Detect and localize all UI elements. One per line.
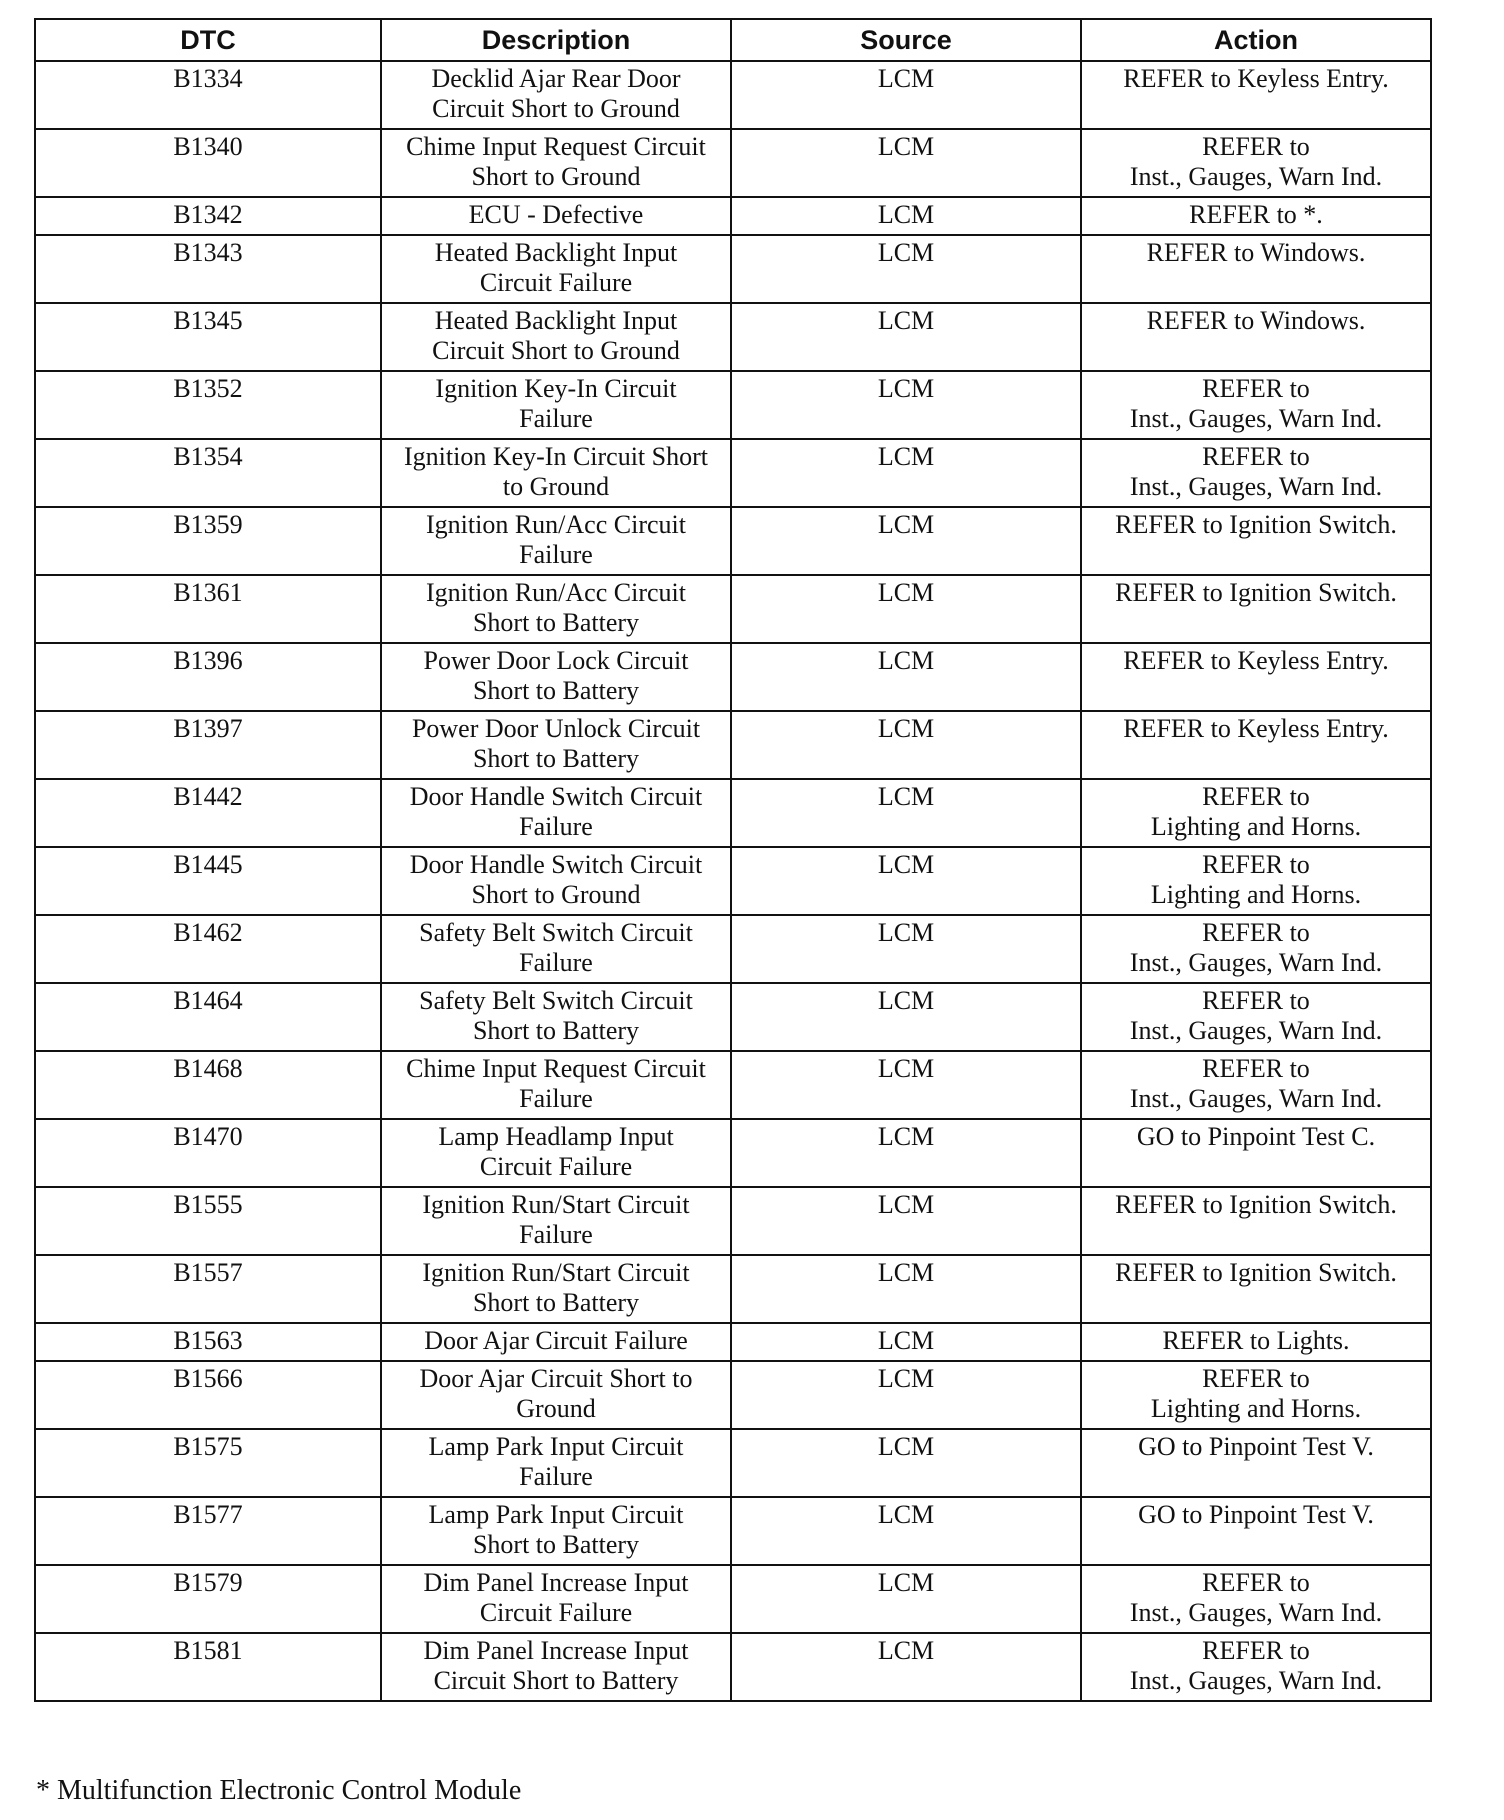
header-action: Action bbox=[1081, 19, 1431, 61]
source-cell: LCM bbox=[731, 643, 1081, 711]
dtc-code: B1566 bbox=[35, 1361, 381, 1429]
action-cell bbox=[1081, 61, 1431, 129]
description-cell bbox=[381, 575, 731, 643]
action-cell bbox=[1081, 1051, 1431, 1119]
action-line: REFER to bbox=[1202, 1364, 1310, 1393]
table-row bbox=[35, 575, 1431, 643]
action-line: REFER to bbox=[1202, 132, 1310, 161]
table-row bbox=[35, 711, 1431, 779]
description-line: Power Door Lock Circuit bbox=[423, 646, 689, 675]
dtc-code: B1555 bbox=[35, 1187, 381, 1255]
description-line: Failure bbox=[519, 812, 593, 841]
description-cell bbox=[381, 643, 731, 711]
description-line: Heated Backlight Input bbox=[434, 238, 678, 267]
description-line: Circuit Short to Ground bbox=[432, 94, 680, 123]
dtc-code: B1397 bbox=[35, 711, 381, 779]
action-line: Inst., Gauges, Warn Ind. bbox=[1129, 1598, 1383, 1627]
table-row bbox=[35, 1429, 1431, 1497]
dtc-code: B1345 bbox=[35, 303, 381, 371]
source-cell: LCM bbox=[731, 439, 1081, 507]
description-line: Ignition Run/Acc Circuit bbox=[426, 578, 686, 607]
action-cell bbox=[1081, 983, 1431, 1051]
action-cell bbox=[1081, 197, 1431, 235]
description-line: ECU - Defective bbox=[468, 200, 644, 229]
table-row bbox=[35, 1497, 1431, 1565]
source-cell: LCM bbox=[731, 1633, 1081, 1701]
source-cell: LCM bbox=[731, 1187, 1081, 1255]
action-cell bbox=[1081, 711, 1431, 779]
description-cell bbox=[381, 779, 731, 847]
action-line: REFER to bbox=[1202, 1568, 1310, 1597]
action-line: GO to Pinpoint Test V. bbox=[1138, 1432, 1374, 1461]
action-cell bbox=[1081, 643, 1431, 711]
dtc-code: B1468 bbox=[35, 1051, 381, 1119]
dtc-code: B1340 bbox=[35, 129, 381, 197]
description-cell bbox=[381, 1429, 731, 1497]
description-line: Lamp Headlamp Input bbox=[438, 1122, 674, 1151]
table-row bbox=[35, 847, 1431, 915]
source-cell: LCM bbox=[731, 915, 1081, 983]
action-line: REFER to Windows. bbox=[1146, 238, 1366, 267]
dtc-code: B1577 bbox=[35, 1497, 381, 1565]
action-line: REFER to Ignition Switch. bbox=[1115, 1258, 1397, 1287]
description-line: Short to Ground bbox=[471, 162, 641, 191]
table-row bbox=[35, 643, 1431, 711]
description-line: Failure bbox=[519, 1462, 593, 1491]
table-row bbox=[35, 983, 1431, 1051]
source-cell: LCM bbox=[731, 575, 1081, 643]
description-cell bbox=[381, 371, 731, 439]
source-cell: LCM bbox=[731, 1565, 1081, 1633]
description-line: Failure bbox=[519, 1220, 593, 1249]
action-cell bbox=[1081, 847, 1431, 915]
description-line: Dim Panel Increase Input bbox=[423, 1636, 689, 1665]
action-line: REFER to Keyless Entry. bbox=[1123, 64, 1389, 93]
source-cell: LCM bbox=[731, 1323, 1081, 1361]
action-cell bbox=[1081, 303, 1431, 371]
action-line: REFER to bbox=[1202, 1054, 1310, 1083]
description-line: Circuit Failure bbox=[479, 1598, 633, 1627]
action-cell bbox=[1081, 1565, 1431, 1633]
description-line: Short to Battery bbox=[472, 1016, 640, 1045]
description-line: Ignition Key-In Circuit bbox=[435, 374, 677, 403]
action-line: REFER to bbox=[1202, 918, 1310, 947]
description-line: Failure bbox=[519, 1084, 593, 1113]
action-cell bbox=[1081, 371, 1431, 439]
description-cell bbox=[381, 1051, 731, 1119]
table-row bbox=[35, 1255, 1431, 1323]
description-line: Ignition Run/Start Circuit bbox=[422, 1190, 690, 1219]
description-line: Safety Belt Switch Circuit bbox=[419, 986, 693, 1015]
source-cell: LCM bbox=[731, 1119, 1081, 1187]
action-line: REFER to bbox=[1202, 1636, 1310, 1665]
description-cell bbox=[381, 1255, 731, 1323]
table-row bbox=[35, 371, 1431, 439]
action-cell bbox=[1081, 1119, 1431, 1187]
source-cell: LCM bbox=[731, 303, 1081, 371]
action-line: Lighting and Horns. bbox=[1150, 880, 1362, 909]
description-line: Door Ajar Circuit Short to bbox=[419, 1364, 693, 1393]
action-line: REFER to bbox=[1202, 374, 1310, 403]
action-line: Inst., Gauges, Warn Ind. bbox=[1129, 472, 1383, 501]
description-cell bbox=[381, 129, 731, 197]
table-row bbox=[35, 303, 1431, 371]
dtc-code: B1464 bbox=[35, 983, 381, 1051]
table-row bbox=[35, 1361, 1431, 1429]
action-cell bbox=[1081, 1429, 1431, 1497]
description-line: Chime Input Request Circuit bbox=[406, 1054, 706, 1083]
description-cell bbox=[381, 1633, 731, 1701]
source-cell: LCM bbox=[731, 61, 1081, 129]
description-line: Circuit Failure bbox=[479, 268, 633, 297]
table-row bbox=[35, 1323, 1431, 1361]
description-cell bbox=[381, 1497, 731, 1565]
dtc-code: B1361 bbox=[35, 575, 381, 643]
description-line: Ignition Run/Start Circuit bbox=[422, 1258, 690, 1287]
table-row bbox=[35, 129, 1431, 197]
action-cell bbox=[1081, 779, 1431, 847]
action-cell bbox=[1081, 915, 1431, 983]
description-line: Ignition Key-In Circuit Short bbox=[403, 442, 708, 471]
source-cell: LCM bbox=[731, 779, 1081, 847]
description-line: Short to Battery bbox=[472, 1530, 640, 1559]
description-line: Failure bbox=[519, 540, 593, 569]
table-row bbox=[35, 779, 1431, 847]
header-dtc: DTC bbox=[35, 19, 381, 61]
action-line: REFER to *. bbox=[1189, 200, 1323, 229]
description-cell bbox=[381, 1323, 731, 1361]
action-line: REFER to Lights. bbox=[1162, 1326, 1350, 1355]
action-line: REFER to bbox=[1202, 986, 1310, 1015]
action-line: REFER to bbox=[1202, 782, 1310, 811]
description-line: Short to Ground bbox=[471, 880, 641, 909]
source-cell: LCM bbox=[731, 197, 1081, 235]
header-row bbox=[35, 19, 1431, 61]
action-line: GO to Pinpoint Test V. bbox=[1138, 1500, 1374, 1529]
description-line: Chime Input Request Circuit bbox=[406, 132, 706, 161]
dtc-code: B1462 bbox=[35, 915, 381, 983]
table-row bbox=[35, 1565, 1431, 1633]
source-cell: LCM bbox=[731, 235, 1081, 303]
action-cell bbox=[1081, 129, 1431, 197]
description-cell bbox=[381, 847, 731, 915]
description-line: Ground bbox=[516, 1394, 596, 1423]
dtc-table bbox=[34, 18, 1432, 1702]
dtc-code: B1396 bbox=[35, 643, 381, 711]
action-line: Inst., Gauges, Warn Ind. bbox=[1129, 948, 1383, 977]
table-row bbox=[35, 1119, 1431, 1187]
source-cell: LCM bbox=[731, 371, 1081, 439]
description-cell bbox=[381, 711, 731, 779]
action-cell bbox=[1081, 575, 1431, 643]
description-line: Safety Belt Switch Circuit bbox=[419, 918, 693, 947]
description-line: Power Door Unlock Circuit bbox=[411, 714, 701, 743]
description-line: Short to Battery bbox=[472, 676, 640, 705]
header-source: Source bbox=[731, 19, 1081, 61]
action-line: REFER to bbox=[1202, 850, 1310, 879]
dtc-code: B1445 bbox=[35, 847, 381, 915]
action-cell bbox=[1081, 1323, 1431, 1361]
source-cell: LCM bbox=[731, 847, 1081, 915]
action-line: Inst., Gauges, Warn Ind. bbox=[1129, 404, 1383, 433]
action-cell bbox=[1081, 1497, 1431, 1565]
source-cell: LCM bbox=[731, 1255, 1081, 1323]
dtc-code: B1442 bbox=[35, 779, 381, 847]
description-cell bbox=[381, 507, 731, 575]
source-cell: LCM bbox=[731, 129, 1081, 197]
description-cell bbox=[381, 1361, 731, 1429]
action-line: REFER to Ignition Switch. bbox=[1115, 1190, 1397, 1219]
description-cell bbox=[381, 197, 731, 235]
table-row bbox=[35, 1051, 1431, 1119]
source-cell: LCM bbox=[731, 983, 1081, 1051]
description-line: Door Handle Switch Circuit bbox=[409, 782, 703, 811]
dtc-code: B1470 bbox=[35, 1119, 381, 1187]
description-line: Short to Battery bbox=[472, 744, 640, 773]
action-line: Lighting and Horns. bbox=[1150, 1394, 1362, 1423]
description-line: Dim Panel Increase Input bbox=[423, 1568, 689, 1597]
description-line: Heated Backlight Input bbox=[434, 306, 678, 335]
footnote: * Multifunction Electronic Control Module bbox=[36, 1775, 522, 1806]
description-line: to Ground bbox=[502, 472, 610, 501]
action-cell bbox=[1081, 1255, 1431, 1323]
action-line: REFER to Keyless Entry. bbox=[1123, 646, 1389, 675]
description-line: Circuit Short to Battery bbox=[433, 1666, 679, 1695]
action-line: REFER to Windows. bbox=[1146, 306, 1366, 335]
source-cell: LCM bbox=[731, 711, 1081, 779]
action-line: REFER to Keyless Entry. bbox=[1123, 714, 1389, 743]
description-cell bbox=[381, 303, 731, 371]
source-cell: LCM bbox=[731, 1429, 1081, 1497]
description-cell bbox=[381, 1187, 731, 1255]
action-cell bbox=[1081, 507, 1431, 575]
action-line: REFER to Ignition Switch. bbox=[1115, 510, 1397, 539]
description-line: Door Handle Switch Circuit bbox=[409, 850, 703, 879]
action-line: Inst., Gauges, Warn Ind. bbox=[1129, 1666, 1383, 1695]
source-cell: LCM bbox=[731, 1051, 1081, 1119]
dtc-code: B1575 bbox=[35, 1429, 381, 1497]
dtc-code: B1359 bbox=[35, 507, 381, 575]
dtc-code: B1342 bbox=[35, 197, 381, 235]
table-body bbox=[35, 61, 1431, 1701]
dtc-code: B1334 bbox=[35, 61, 381, 129]
action-cell bbox=[1081, 439, 1431, 507]
action-cell bbox=[1081, 235, 1431, 303]
description-line: Failure bbox=[519, 948, 593, 977]
table-row bbox=[35, 915, 1431, 983]
description-line: Decklid Ajar Rear Door bbox=[431, 64, 681, 93]
source-cell: LCM bbox=[731, 1361, 1081, 1429]
dtc-code: B1343 bbox=[35, 235, 381, 303]
table-row bbox=[35, 1633, 1431, 1701]
action-line: REFER to Ignition Switch. bbox=[1115, 578, 1397, 607]
action-line: Inst., Gauges, Warn Ind. bbox=[1129, 1016, 1383, 1045]
action-cell bbox=[1081, 1187, 1431, 1255]
table-row bbox=[35, 235, 1431, 303]
description-cell bbox=[381, 915, 731, 983]
action-cell bbox=[1081, 1633, 1431, 1701]
description-line: Ignition Run/Acc Circuit bbox=[426, 510, 686, 539]
action-line: Lighting and Horns. bbox=[1150, 812, 1362, 841]
table-row bbox=[35, 1187, 1431, 1255]
dtc-code: B1352 bbox=[35, 371, 381, 439]
description-line: Door Ajar Circuit Failure bbox=[424, 1326, 688, 1355]
description-line: Short to Battery bbox=[472, 608, 640, 637]
dtc-code: B1354 bbox=[35, 439, 381, 507]
description-cell bbox=[381, 1119, 731, 1187]
action-line: GO to Pinpoint Test C. bbox=[1136, 1122, 1376, 1151]
dtc-code: B1557 bbox=[35, 1255, 381, 1323]
description-cell bbox=[381, 61, 731, 129]
dtc-code: B1563 bbox=[35, 1323, 381, 1361]
dtc-code: B1581 bbox=[35, 1633, 381, 1701]
description-cell bbox=[381, 1565, 731, 1633]
table-row bbox=[35, 439, 1431, 507]
description-cell bbox=[381, 983, 731, 1051]
table-row bbox=[35, 197, 1431, 235]
description-line: Lamp Park Input Circuit bbox=[428, 1432, 684, 1461]
dtc-code: B1579 bbox=[35, 1565, 381, 1633]
table-row bbox=[35, 61, 1431, 129]
action-cell bbox=[1081, 1361, 1431, 1429]
header-description: Description bbox=[381, 19, 731, 61]
source-cell: LCM bbox=[731, 1497, 1081, 1565]
description-cell bbox=[381, 235, 731, 303]
description-line: Circuit Short to Ground bbox=[432, 336, 680, 365]
description-line: Lamp Park Input Circuit bbox=[428, 1500, 684, 1529]
table-row bbox=[35, 507, 1431, 575]
description-cell bbox=[381, 439, 731, 507]
table-header bbox=[35, 19, 1431, 61]
description-line: Circuit Failure bbox=[479, 1152, 633, 1181]
description-line: Short to Battery bbox=[472, 1288, 640, 1317]
source-cell: LCM bbox=[731, 507, 1081, 575]
action-line: Inst., Gauges, Warn Ind. bbox=[1129, 162, 1383, 191]
description-line: Failure bbox=[519, 404, 593, 433]
action-line: Inst., Gauges, Warn Ind. bbox=[1129, 1084, 1383, 1113]
action-line: REFER to bbox=[1202, 442, 1310, 471]
